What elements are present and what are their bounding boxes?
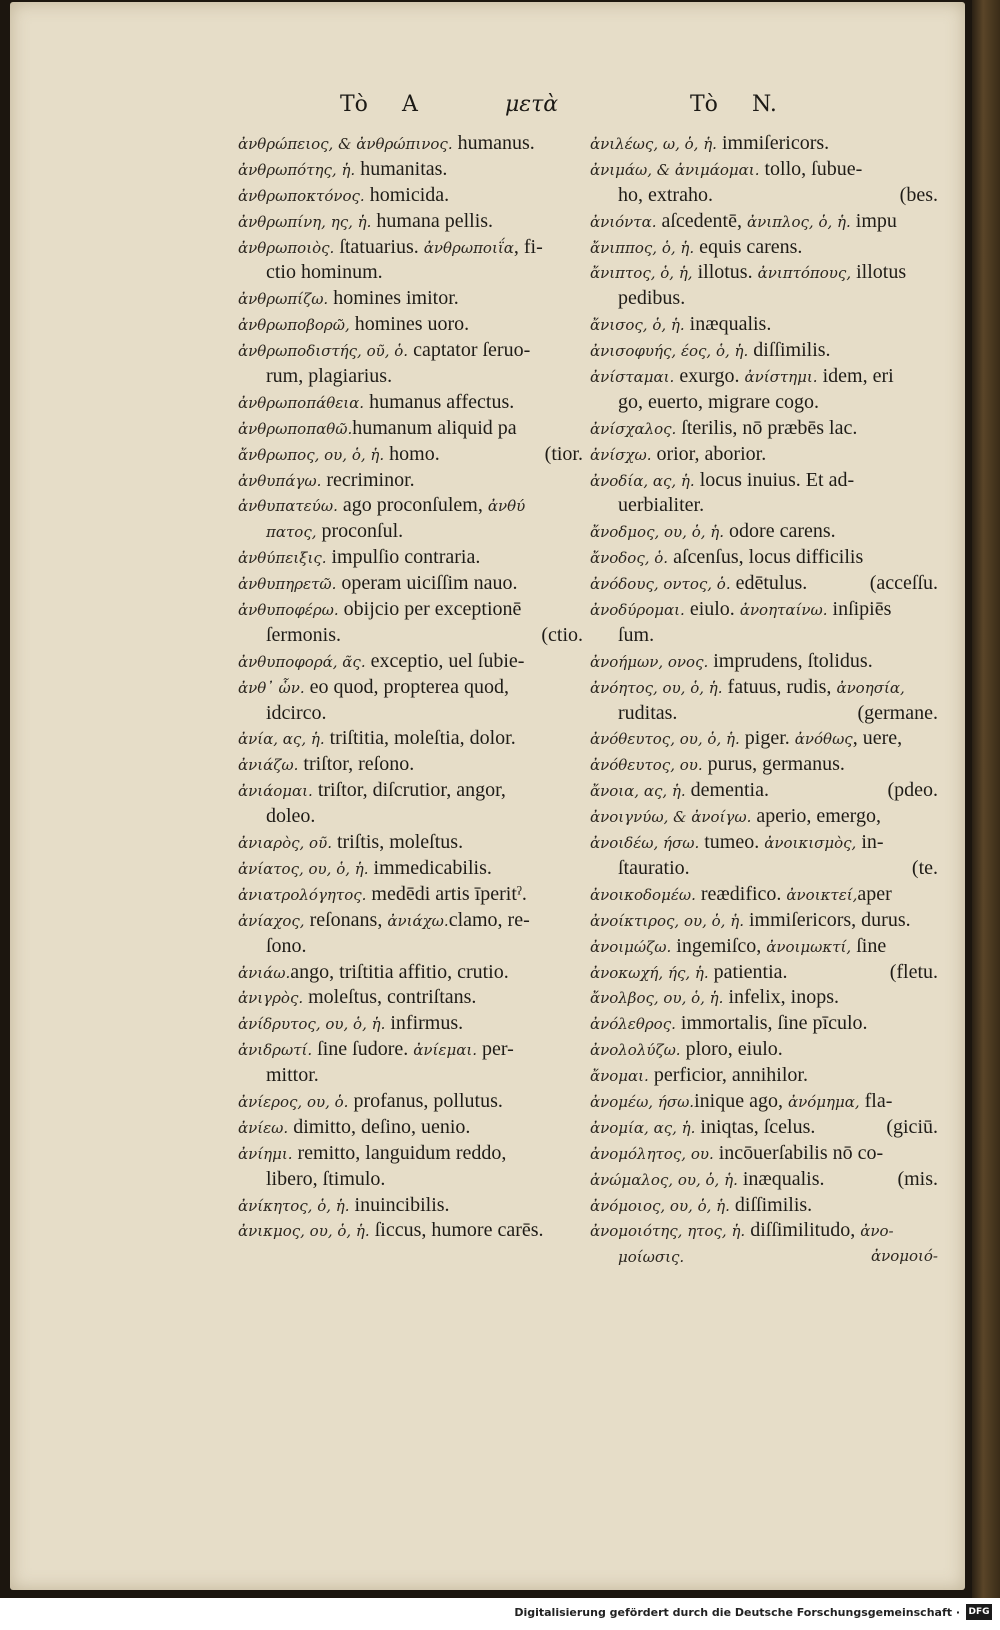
greek-headword: ἀνθύπειξις. bbox=[238, 549, 327, 568]
greek-headword: ἀνθρωπίζω. bbox=[238, 290, 329, 309]
dictionary-line bbox=[238, 960, 583, 986]
overflow-fragment: (germane. bbox=[857, 701, 938, 724]
latin-gloss: patientia. bbox=[708, 960, 788, 983]
dictionary-line bbox=[590, 286, 938, 312]
latin-gloss: eo quod, propterea quod, bbox=[304, 675, 510, 698]
greek-headword: ἀνίδρυτος, ου, ὁ, ἡ. bbox=[238, 1015, 386, 1034]
latin-gloss: exceptio, uel ſubie- bbox=[365, 649, 525, 672]
greek-headword: ἀνιδρωτί. bbox=[238, 1041, 313, 1060]
dictionary-line bbox=[238, 985, 583, 1011]
latin-gloss: humanus affectus. bbox=[364, 390, 515, 413]
dictionary-line bbox=[238, 597, 583, 623]
latin-gloss: triſtor, reſono. bbox=[298, 753, 415, 776]
dictionary-line bbox=[590, 183, 938, 209]
greek-headword: ἀνίστημι. bbox=[744, 368, 818, 387]
latin-gloss: uerbialiter. bbox=[618, 494, 705, 517]
latin-gloss: homines uoro. bbox=[349, 313, 470, 336]
greek-headword: ἀνομία, ας, ἡ. bbox=[590, 1118, 696, 1137]
dictionary-line bbox=[590, 701, 938, 727]
dictionary-line bbox=[590, 1167, 938, 1193]
overflow-fragment: (ctio. bbox=[541, 623, 583, 646]
latin-gloss: doleo. bbox=[266, 805, 316, 828]
digitization-footer bbox=[0, 1598, 1000, 1630]
dictionary-line bbox=[590, 493, 938, 519]
greek-headword: ἀνοιγνύω, & ἀνοίγω. bbox=[590, 808, 752, 827]
running-head-right-letter: N. bbox=[752, 92, 777, 117]
dictionary-line bbox=[590, 778, 938, 804]
latin-gloss: per- bbox=[476, 1038, 514, 1061]
dictionary-line bbox=[590, 1115, 938, 1141]
greek-headword: ἀνθρώπειος, & ἀνθρώπινος. bbox=[238, 135, 453, 153]
dictionary-line bbox=[238, 260, 583, 286]
latin-gloss: odore carens. bbox=[724, 520, 836, 543]
greek-headword: ἀνθρωποκτόνος. bbox=[238, 186, 365, 205]
greek-headword: ἀνθ᾽ ὧν. bbox=[238, 678, 305, 697]
dictionary-line bbox=[590, 597, 938, 623]
dictionary-line bbox=[238, 493, 583, 519]
dictionary-line bbox=[590, 623, 938, 649]
greek-headword: ἀνθυποφέρω. bbox=[238, 601, 339, 620]
greek-headword: ἀνιμάω, & ἀνιμάομαι. bbox=[590, 160, 760, 179]
latin-gloss: triſtitia, moleſtia, dolor. bbox=[324, 727, 516, 750]
greek-headword: ἀνθρωπότης, ἡ. bbox=[238, 160, 356, 179]
dictionary-line bbox=[590, 1037, 938, 1063]
running-head-middle: μετὰ bbox=[505, 92, 559, 117]
dictionary-line bbox=[238, 1063, 583, 1089]
greek-headword: ἀνόδους, οντος, ὁ. bbox=[590, 575, 731, 594]
latin-gloss: dimitto, deſino, uenio. bbox=[288, 1115, 471, 1138]
greek-headword: ἀνοικτεί, bbox=[786, 885, 858, 904]
latin-gloss: reſonans, bbox=[304, 908, 388, 931]
latin-gloss: inæqualis. bbox=[737, 1167, 825, 1190]
dictionary-line bbox=[238, 1193, 583, 1219]
dictionary-line bbox=[238, 338, 583, 364]
dictionary-line bbox=[590, 1218, 938, 1244]
latin-gloss: infelix, inops. bbox=[723, 986, 839, 1009]
left-column bbox=[238, 131, 583, 1244]
dictionary-line bbox=[238, 623, 583, 649]
dictionary-line bbox=[238, 1115, 583, 1141]
greek-headword: ἀνία, ας, ἡ. bbox=[238, 730, 325, 749]
greek-headword: ἀνόητος, ου, ὁ, ἡ. bbox=[590, 678, 723, 697]
greek-headword: ἀνόθευτος, ου. bbox=[590, 756, 703, 775]
greek-headword: ἀνίσχαλος. bbox=[590, 419, 677, 438]
latin-gloss: aper bbox=[857, 882, 892, 905]
greek-headword: ἀνθρωποιὸς. bbox=[238, 238, 335, 257]
latin-gloss: idcirco. bbox=[266, 701, 327, 724]
greek-headword: ἀνθρωπίνη, ης, ἡ. bbox=[238, 212, 372, 231]
dictionary-line bbox=[238, 675, 583, 701]
greek-headword: ἀνο- bbox=[860, 1222, 894, 1241]
greek-headword: ἀνθρωποπαθῶ. bbox=[238, 419, 353, 438]
dictionary-line bbox=[590, 416, 938, 442]
dictionary-line bbox=[238, 235, 583, 261]
dictionary-line bbox=[238, 364, 583, 390]
greek-headword: ἀνιάω. bbox=[238, 963, 291, 982]
dictionary-line bbox=[238, 286, 583, 312]
latin-gloss: idem, eri bbox=[817, 365, 894, 388]
dictionary-line bbox=[238, 1011, 583, 1037]
latin-gloss: diſſimilitudo, bbox=[745, 1219, 861, 1242]
greek-headword: ἀνόθως bbox=[794, 730, 853, 749]
dictionary-line bbox=[238, 209, 583, 235]
latin-gloss: remitto, languidum reddo, bbox=[292, 1141, 507, 1164]
latin-gloss: equis carens. bbox=[694, 235, 803, 258]
latin-gloss: immiſericors. bbox=[716, 132, 830, 154]
dictionary-line bbox=[590, 1141, 938, 1167]
latin-gloss: diſſimilis. bbox=[748, 339, 831, 362]
greek-headword: ἀνιατρολόγητος. bbox=[238, 885, 367, 904]
dictionary-line bbox=[238, 131, 583, 157]
dictionary-line bbox=[590, 882, 938, 908]
latin-gloss: ſterilis, nō præbēs lac. bbox=[676, 416, 858, 439]
latin-gloss: aſcenſus, locus difficilis bbox=[668, 546, 864, 569]
latin-gloss: ago proconſulem, bbox=[337, 494, 488, 517]
latin-gloss: captator ſeruo- bbox=[408, 339, 531, 362]
latin-gloss: rum, plagiarius. bbox=[266, 365, 393, 388]
overflow-fragment: (pdeo. bbox=[887, 779, 938, 802]
dictionary-line bbox=[590, 312, 938, 338]
greek-headword: ἀνοησία, bbox=[836, 678, 905, 697]
dictionary-line bbox=[238, 442, 583, 468]
greek-headword: ἀνοικισμὸς, bbox=[764, 834, 857, 853]
latin-gloss: humanus. bbox=[452, 132, 535, 154]
greek-headword: ἀνθυπηρετῶ. bbox=[238, 575, 337, 594]
greek-headword: ἀνίεω. bbox=[238, 1118, 289, 1137]
dictionary-line bbox=[590, 752, 938, 778]
running-head-right-article: Τὸ bbox=[690, 92, 718, 117]
latin-gloss: piger. bbox=[739, 727, 795, 750]
dictionary-line bbox=[238, 1037, 583, 1063]
greek-headword: ἀνθυπάγω. bbox=[238, 471, 322, 490]
greek-headword: ἀνόμοιος, ου, ὁ, ἡ. bbox=[590, 1196, 730, 1215]
catchword: ἀνομοιό- bbox=[870, 1247, 938, 1266]
dictionary-line bbox=[238, 804, 583, 830]
latin-gloss: aperio, emergo, bbox=[751, 805, 881, 828]
latin-gloss: tollo, ſubue- bbox=[759, 157, 863, 180]
greek-headword: ἀνθυπατεύω. bbox=[238, 497, 338, 516]
latin-gloss: humanum aliquid pa bbox=[352, 416, 517, 439]
greek-headword: ἀνθύ bbox=[487, 497, 526, 516]
dictionary-line bbox=[590, 468, 938, 494]
greek-headword: ἀνιάχω. bbox=[387, 911, 449, 930]
latin-gloss: diſſimilis. bbox=[729, 1193, 813, 1216]
greek-headword: ἀνιαρὸς, οῦ. bbox=[238, 834, 332, 853]
greek-headword: μοίωσις. bbox=[618, 1248, 685, 1267]
greek-headword: ἀνιπτόπους, bbox=[757, 264, 852, 283]
dictionary-line bbox=[238, 1218, 583, 1244]
latin-gloss: inuincibilis. bbox=[349, 1193, 450, 1216]
dictionary-line bbox=[238, 183, 583, 209]
latin-gloss: ctio hominum. bbox=[266, 261, 383, 284]
dictionary-line bbox=[590, 830, 938, 856]
overflow-fragment: (te. bbox=[911, 856, 938, 879]
greek-headword: ἀνθρωποιΐα bbox=[423, 238, 514, 257]
greek-headword: ἀνίερος, ου, ὁ. bbox=[238, 1092, 349, 1111]
dictionary-line bbox=[238, 468, 583, 494]
latin-gloss: locus inuius. Et ad- bbox=[694, 468, 855, 491]
overflow-fragment: (acceſſu. bbox=[869, 572, 938, 595]
dictionary-line bbox=[590, 364, 938, 390]
latin-gloss: ſum. bbox=[618, 623, 655, 646]
book-binding-edge bbox=[972, 0, 1000, 1598]
greek-headword: ἄνιπτος, ὁ, ἡ, bbox=[590, 264, 693, 283]
dictionary-line bbox=[590, 1063, 938, 1089]
dictionary-line bbox=[238, 882, 583, 908]
greek-headword: ἄνολβος, ου, ὁ, ἡ. bbox=[590, 989, 724, 1008]
dictionary-line bbox=[590, 209, 938, 235]
greek-headword: ἄνθρωπος, ου, ὁ, ἡ. bbox=[238, 445, 385, 464]
greek-headword: ἀνόθευτος, ου, ὁ, ἡ. bbox=[590, 730, 740, 749]
greek-headword: ἀνικμος, ου, ὁ, ἡ. bbox=[238, 1222, 370, 1241]
greek-headword: ἀνιγρὸς. bbox=[238, 989, 304, 1008]
latin-gloss: edētulus. bbox=[730, 572, 808, 595]
latin-gloss: imprudens, ſtolidus. bbox=[708, 649, 873, 672]
footer-credit: Digitalisierung gefördert durch die Deutsche Forschungsgemeinschaft · bbox=[514, 1606, 960, 1619]
dictionary-line bbox=[590, 934, 938, 960]
latin-gloss: purus, germanus. bbox=[702, 753, 845, 776]
greek-headword: ἀνόμημα, bbox=[787, 1092, 860, 1111]
latin-gloss: moleſtus, contriſtans. bbox=[303, 986, 477, 1009]
greek-headword: ἀνιάζω. bbox=[238, 756, 299, 775]
running-head-left: Τὸ bbox=[340, 92, 368, 117]
greek-headword: ἀνίσταμαι. bbox=[590, 368, 675, 387]
dictionary-line bbox=[590, 131, 938, 157]
latin-gloss: proconſul. bbox=[316, 520, 404, 543]
dictionary-line bbox=[238, 390, 583, 416]
latin-gloss: eiulo. bbox=[684, 598, 740, 621]
dictionary-line bbox=[238, 545, 583, 571]
dictionary-line bbox=[238, 519, 583, 545]
greek-headword: ἄνοια, ας, ἡ. bbox=[590, 782, 686, 801]
latin-gloss: clamo, re- bbox=[448, 908, 530, 931]
greek-headword: ἀνοιμώζω. bbox=[590, 937, 672, 956]
latin-gloss: medēdi artis īperitˀ. bbox=[366, 882, 527, 905]
latin-gloss: ho, extraho. bbox=[618, 183, 713, 206]
greek-headword: ἀνθρωποδιστής, οῦ, ὁ. bbox=[238, 342, 409, 361]
latin-gloss: immedicabilis. bbox=[368, 856, 492, 879]
dictionary-line bbox=[590, 571, 938, 597]
greek-headword: ἀνιόντα. bbox=[590, 212, 657, 231]
latin-gloss: perficior, annihilor. bbox=[648, 1064, 808, 1087]
dictionary-line bbox=[590, 985, 938, 1011]
latin-gloss: immortalis, ſine pīculo. bbox=[675, 1012, 868, 1035]
greek-headword: ἄνοδος, ὁ. bbox=[590, 549, 669, 568]
dictionary-line bbox=[590, 856, 938, 882]
dictionary-line bbox=[590, 1244, 938, 1270]
latin-gloss: ſtatuarius. bbox=[334, 235, 424, 258]
latin-gloss: triſtor, diſcrutior, angor, bbox=[312, 779, 506, 802]
latin-gloss: ſono. bbox=[266, 934, 307, 957]
dictionary-line bbox=[590, 1011, 938, 1037]
dictionary-line bbox=[590, 338, 938, 364]
greek-headword: ἀνισοφυής, έος, ὁ, ἡ. bbox=[590, 342, 749, 361]
latin-gloss: humana pellis. bbox=[371, 209, 494, 232]
greek-headword: ἀνθρωποπάθεια. bbox=[238, 393, 365, 412]
greek-headword: ἀνιλέως, ω, ὁ, ἡ. bbox=[590, 135, 717, 153]
greek-headword: ἀνώμαλος, ου, ὁ, ἡ. bbox=[590, 1170, 738, 1189]
greek-headword: ἀνοδία, ας, ἡ. bbox=[590, 471, 695, 490]
dictionary-line bbox=[590, 908, 938, 934]
running-head-letter: A bbox=[402, 92, 418, 117]
latin-gloss: exurgo. bbox=[674, 365, 745, 388]
dictionary-line bbox=[590, 390, 938, 416]
latin-gloss: go, euerto, migrare cogo. bbox=[618, 390, 820, 413]
latin-gloss: , fi- bbox=[513, 235, 543, 258]
dictionary-line bbox=[238, 416, 583, 442]
latin-gloss: reædifico. bbox=[695, 882, 787, 905]
latin-gloss: obijcio per exceptionē bbox=[338, 598, 522, 621]
dictionary-line bbox=[590, 260, 938, 286]
dictionary-line bbox=[238, 934, 583, 960]
latin-gloss: inique ago, bbox=[694, 1089, 788, 1112]
greek-headword: ἀνοίκτιρος, ου, ὁ, ἡ. bbox=[590, 911, 744, 930]
latin-gloss: incōuerſabilis nō co- bbox=[713, 1141, 884, 1164]
latin-gloss: aſcedentē, bbox=[656, 209, 747, 232]
dictionary-line bbox=[238, 830, 583, 856]
latin-gloss: ſtauratio. bbox=[618, 856, 690, 879]
dictionary-line bbox=[238, 157, 583, 183]
latin-gloss: homicida. bbox=[364, 183, 450, 206]
dictionary-line bbox=[590, 519, 938, 545]
latin-gloss: homines imitor. bbox=[328, 287, 459, 310]
dictionary-line bbox=[590, 726, 938, 752]
dictionary-line bbox=[590, 804, 938, 830]
latin-gloss: ploro, eiulo. bbox=[680, 1038, 783, 1061]
dictionary-line bbox=[238, 1089, 583, 1115]
latin-gloss: homo. bbox=[384, 442, 440, 465]
greek-headword: ἄνοδμος, ου, ὁ, ἡ. bbox=[590, 523, 725, 542]
latin-gloss: fla- bbox=[859, 1089, 893, 1112]
dictionary-line bbox=[238, 726, 583, 752]
latin-gloss: orior, aborior. bbox=[651, 442, 767, 465]
latin-gloss: humanitas. bbox=[355, 157, 448, 180]
latin-gloss: fatuus, rudis, bbox=[722, 675, 837, 698]
greek-headword: ἀνοιμωκτί, bbox=[766, 937, 852, 956]
greek-headword: ἀνοικοδομέω. bbox=[590, 885, 696, 904]
greek-headword: ἀνομόλητος, ου. bbox=[590, 1144, 714, 1163]
latin-gloss: impu bbox=[850, 209, 897, 232]
dictionary-line bbox=[590, 442, 938, 468]
greek-headword: ἀνόλεθρος. bbox=[590, 1015, 676, 1034]
dictionary-line bbox=[238, 856, 583, 882]
dictionary-line bbox=[238, 1141, 583, 1167]
greek-headword: ἀνιπλος, ὁ, ἡ. bbox=[746, 212, 851, 231]
greek-headword: ἀνίσχω. bbox=[590, 445, 652, 464]
latin-gloss: profanus, pollutus. bbox=[348, 1089, 503, 1112]
greek-headword: ἀνομοιότης, ητος, ἡ. bbox=[590, 1222, 746, 1241]
latin-gloss: tumeo. bbox=[699, 831, 765, 854]
greek-headword: ἀνοκωχή, ής, ἡ. bbox=[590, 963, 709, 982]
latin-gloss: ſine ſudore. bbox=[312, 1038, 414, 1061]
greek-headword: ἀνθρωποβορῶ, bbox=[238, 316, 350, 335]
dictionary-line bbox=[590, 235, 938, 261]
dictionary-line bbox=[238, 701, 583, 727]
dictionary-line bbox=[238, 778, 583, 804]
greek-headword: ἀνίκητος, ὁ, ἡ. bbox=[238, 1196, 350, 1215]
latin-gloss: ango, triſtitia affitio, crutio. bbox=[290, 960, 509, 983]
latin-gloss: illotus. bbox=[692, 261, 758, 284]
overflow-fragment: (giciū. bbox=[886, 1115, 938, 1138]
latin-gloss: inæqualis. bbox=[684, 313, 772, 336]
greek-headword: ἀνοιδέω, ήσω. bbox=[590, 834, 700, 853]
greek-headword: ἀνοηταίνω. bbox=[739, 601, 828, 620]
running-head bbox=[340, 92, 800, 126]
greek-headword: ἀνοδύρομαι. bbox=[590, 601, 685, 620]
greek-headword: ἀνίαχος, bbox=[238, 911, 305, 930]
latin-gloss: ſine bbox=[851, 934, 887, 957]
greek-headword: ἄνομαι. bbox=[590, 1067, 649, 1086]
latin-gloss: infirmus. bbox=[385, 1012, 464, 1035]
latin-gloss: illotus bbox=[851, 261, 907, 284]
greek-headword: ἀνομέω, ήσω. bbox=[590, 1092, 695, 1111]
dictionary-line bbox=[238, 908, 583, 934]
greek-headword: ἄνιππος, ὁ, ἡ. bbox=[590, 238, 695, 257]
overflow-fragment: (mis. bbox=[897, 1167, 938, 1190]
latin-gloss: , uere, bbox=[852, 727, 903, 750]
dictionary-line bbox=[238, 1167, 583, 1193]
latin-gloss: inſipiēs bbox=[827, 598, 892, 621]
overflow-fragment: (tior. bbox=[544, 442, 583, 465]
dictionary-line bbox=[590, 675, 938, 701]
dictionary-line bbox=[238, 571, 583, 597]
latin-gloss: operam uiciſſim nauo. bbox=[336, 572, 518, 595]
latin-gloss: immiſericors, durus. bbox=[743, 908, 911, 931]
dictionary-line bbox=[590, 960, 938, 986]
greek-headword: ἀνολολύζω. bbox=[590, 1041, 681, 1060]
overflow-fragment: (fletu. bbox=[889, 960, 938, 983]
dictionary-line bbox=[590, 1193, 938, 1219]
greek-headword: ἀνίημι. bbox=[238, 1144, 293, 1163]
latin-gloss: pedibus. bbox=[618, 287, 686, 310]
dictionary-line bbox=[590, 545, 938, 571]
latin-gloss: ruditas. bbox=[618, 701, 678, 724]
latin-gloss: mittor. bbox=[266, 1064, 319, 1087]
latin-gloss: iniqtas, ſcelus. bbox=[695, 1115, 816, 1138]
right-column bbox=[590, 131, 938, 1270]
greek-headword: ἀνίατος, ου, ὁ, ἡ. bbox=[238, 859, 369, 878]
greek-headword: ἀνοήμων, ονος. bbox=[590, 652, 709, 671]
dictionary-line bbox=[590, 157, 938, 183]
greek-headword: πατος, bbox=[266, 523, 317, 542]
dictionary-line bbox=[590, 1089, 938, 1115]
latin-gloss: dementia. bbox=[685, 779, 769, 802]
dictionary-line bbox=[238, 752, 583, 778]
latin-gloss: recriminor. bbox=[321, 468, 415, 491]
latin-gloss: in- bbox=[856, 831, 884, 854]
latin-gloss: libero, ſtimulo. bbox=[266, 1167, 386, 1190]
greek-headword: ἀνιάομαι. bbox=[238, 782, 313, 801]
latin-gloss: ſiccus, humore carēs. bbox=[369, 1219, 544, 1242]
greek-headword: ἄνισος, ὁ, ἡ. bbox=[590, 316, 685, 335]
greek-headword: ἀνθυποφορά, ᾶς. bbox=[238, 652, 366, 671]
latin-gloss: triſtis, moleſtus. bbox=[331, 831, 464, 854]
dictionary-line bbox=[590, 649, 938, 675]
greek-headword: ἀνίεμαι. bbox=[413, 1041, 477, 1060]
overflow-fragment: (bes. bbox=[899, 183, 938, 206]
dfg-logo: DFG bbox=[966, 1604, 992, 1620]
dictionary-line bbox=[238, 312, 583, 338]
latin-gloss: ingemiſco, bbox=[671, 934, 767, 957]
latin-gloss: ſermonis. bbox=[266, 623, 341, 646]
latin-gloss: impulſio contraria. bbox=[326, 546, 481, 569]
dictionary-line bbox=[238, 649, 583, 675]
